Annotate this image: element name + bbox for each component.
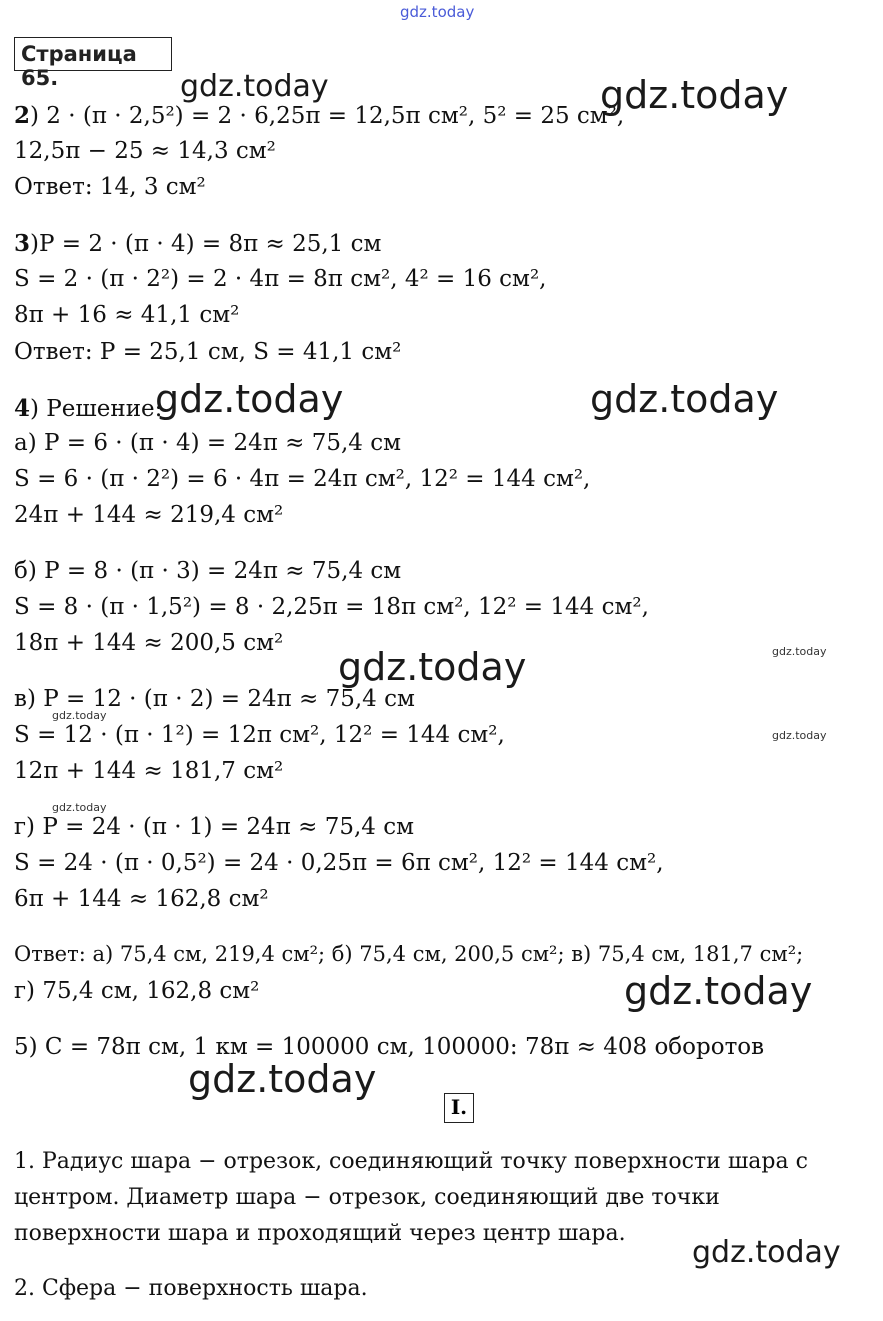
- solution-line-7: Ответ: P = 25,1 см, S = 41,1 см²: [14, 339, 402, 365]
- theory-line-3: поверхности шара и проходящий через центр шара.: [14, 1221, 626, 1246]
- solution-line-20: 6π + 144 ≈ 162,8 см²: [14, 886, 269, 912]
- solution-line-11: 24π + 144 ≈ 219,4 см²: [14, 502, 284, 528]
- solution-line-10: S = 6 · (π · 2²) = 6 · 4π = 24π см², 12² = 144 см²,: [14, 466, 591, 492]
- watermark-9: gdz.today: [52, 801, 107, 814]
- solution-line-23: 5) C = 78π см, 1 км = 100000 см, 100000: 78π ≈ 408 оборотов: [14, 1034, 765, 1060]
- section-box: [444, 1093, 474, 1123]
- solution-line-19: S = 24 · (π · 0,5²) = 24 · 0,25π = 6π см², 12² = 144 см²,: [14, 850, 664, 876]
- solution-line-8: [14, 397, 162, 421]
- formula-text: ) 2 · (π · 2,5²) = 2 · 6,25π = 12,5π см², 5² = 25 см²,: [30, 103, 625, 129]
- task-number-2: 2: [14, 102, 31, 129]
- task-number-3: 3: [14, 230, 31, 257]
- solution-line-6: 8π + 16 ≈ 41,1 см²: [14, 302, 240, 328]
- theory-line-4: 2. Сфера − поверхность шара.: [14, 1276, 368, 1301]
- page-label: Страница 65.: [21, 42, 137, 90]
- formula-text: )P = 2 · (π · 4) = 8π ≈ 25,1 см: [30, 231, 382, 257]
- watermark-12: gdz.today: [692, 1235, 841, 1270]
- watermark-4: gdz.today: [590, 377, 779, 421]
- solution-line-5: S = 2 · (π · 2²) = 2 · 4π = 8π см², 4² = 16 см²,: [14, 266, 547, 292]
- watermark-8: gdz.today: [772, 729, 827, 742]
- solution-line-9: а) P = 6 · (π · 4) = 24π ≈ 75,4 см: [14, 430, 402, 456]
- solution-line-2: 12,5π − 25 ≈ 14,3 см²: [14, 138, 276, 164]
- watermark-11: gdz.today: [188, 1057, 377, 1101]
- watermark-top: gdz.today: [400, 3, 475, 21]
- solution-line-1: [14, 104, 624, 128]
- watermark-7: gdz.today: [52, 709, 107, 722]
- solution-line-12: б) P = 8 · (π · 3) = 24π ≈ 75,4 см: [14, 558, 402, 584]
- watermark-1: gdz.today: [180, 69, 329, 104]
- watermark-2: gdz.today: [600, 73, 789, 117]
- solution-line-17: 12π + 144 ≈ 181,7 см²: [14, 758, 284, 784]
- watermark-10: gdz.today: [624, 969, 813, 1013]
- solution-line-3: Ответ: 14, 3 см²: [14, 174, 206, 200]
- watermark-6: gdz.today: [772, 645, 827, 658]
- formula-text: ) Решение:: [30, 396, 163, 422]
- section-label: I.: [450, 1095, 468, 1119]
- solution-line-14: 18π + 144 ≈ 200,5 см²: [14, 630, 284, 656]
- solution-line-16: S = 12 · (π · 1²) = 12π см², 12² = 144 см²,: [14, 722, 505, 748]
- solution-line-15: в) P = 12 · (π · 2) = 24π ≈ 75,4 см: [14, 686, 415, 712]
- solution-line-4: [14, 232, 381, 256]
- theory-line-1: 1. Радиус шара − отрезок, соединяющий точку поверхности шара с: [14, 1149, 808, 1174]
- solution-line-18: г) P = 24 · (π · 1) = 24π ≈ 75,4 см: [14, 814, 414, 840]
- task-number-4: 4: [14, 395, 31, 422]
- watermark-3: gdz.today: [155, 377, 344, 421]
- theory-line-2: центром. Диаметр шара − отрезок, соединяющий две точки: [14, 1185, 720, 1210]
- solution-line-22: г) 75,4 см, 162,8 см²: [14, 978, 260, 1004]
- page-number-box: [14, 37, 172, 90]
- solution-line-13: S = 8 · (π · 1,5²) = 8 · 2,25π = 18π см², 12² = 144 см²,: [14, 594, 649, 620]
- solution-line-21: Ответ: а) 75,4 см, 219,4 см²; б) 75,4 см, 200,5 см²; в) 75,4 см, 181,7 см²;: [14, 942, 804, 966]
- watermark-5: gdz.today: [338, 645, 527, 689]
